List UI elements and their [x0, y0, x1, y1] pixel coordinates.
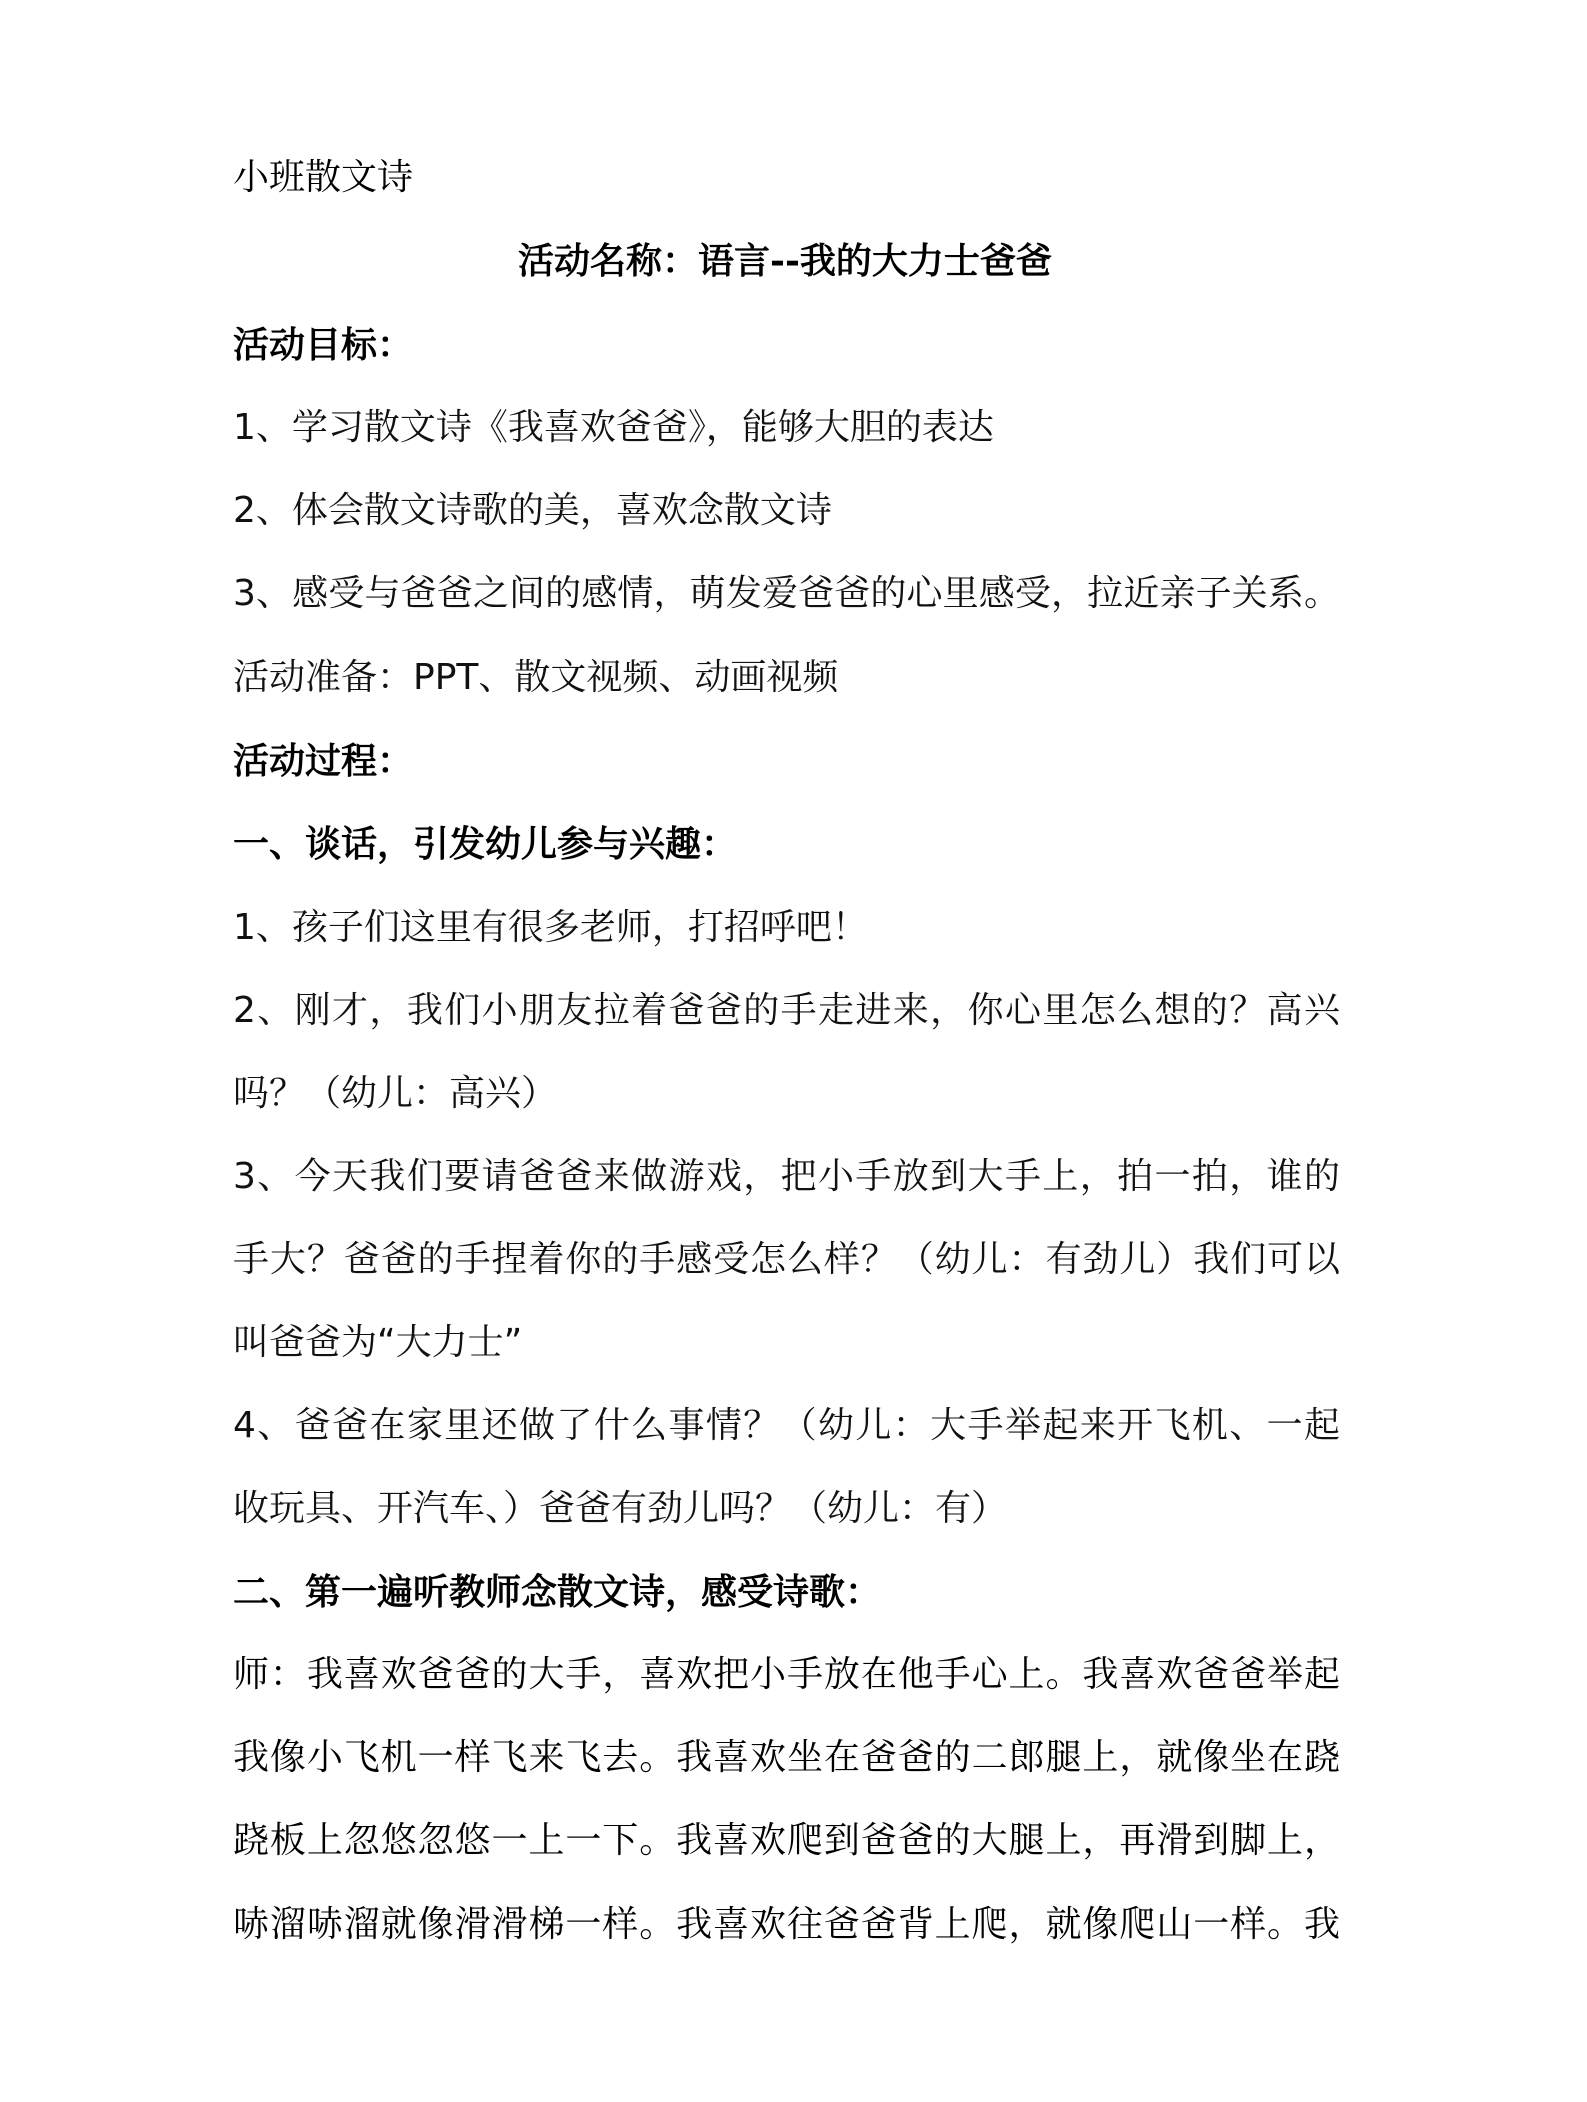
objective-item-2: 2、体会散文诗歌的美，喜欢念散文诗 — [233, 490, 832, 531]
preparation-line: 活动准备：PPT、散文视频、动画视频 — [233, 657, 839, 698]
section1-line: 手大？爸爸的手捏着你的手感受怎么样？（幼儿：有劲儿）我们可以 — [233, 1239, 1340, 1280]
section1-heading: 一、谈话，引发幼儿参与兴趣： — [233, 823, 738, 865]
section1-line: 2、刚才，我们小朋友拉着爸爸的手走进来，你心里怎么想的？高兴 — [233, 990, 1340, 1031]
objectives-heading: 活动目标： — [233, 324, 414, 366]
section2-line: 我像小飞机一样飞来飞去。我喜欢坐在爸爸的二郎腿上，就像坐在跷 — [233, 1737, 1340, 1778]
activity-title: 活动名称：语言--我的大力士爸爸 — [518, 240, 1052, 282]
section1-line: 收玩具、开汽车、）爸爸有劲儿吗？（幼儿：有） — [233, 1488, 1008, 1529]
section2-heading: 二、第一遍听教师念散文诗，感受诗歌： — [233, 1571, 882, 1613]
objective-item-1: 1、学习散文诗《我喜欢爸爸》，能够大胆的表达 — [233, 407, 994, 448]
section1-line: 3、今天我们要请爸爸来做游戏，把小手放到大手上，拍一拍，谁的 — [233, 1156, 1340, 1197]
section1-line: 叫爸爸为“大力士” — [233, 1322, 523, 1363]
section1-line: 1、孩子们这里有很多老师，打招呼吧！ — [233, 907, 868, 948]
section1-line: 吗？（幼儿：高兴） — [233, 1073, 558, 1114]
section2-line: 师：我喜欢爸爸的大手，喜欢把小手放在他手心上。我喜欢爸爸举起 — [233, 1654, 1340, 1695]
document-label: 小班散文诗 — [233, 157, 414, 198]
section2-line: 哧溜哧溜就像滑滑梯一样。我喜欢往爸爸背上爬，就像爬山一样。我 — [233, 1904, 1340, 1945]
section2-line: 跷板上忽悠忽悠一上一下。我喜欢爬到爸爸的大腿上，再滑到脚上， — [233, 1820, 1340, 1861]
objective-item-3: 3、感受与爸爸之间的感情，萌发爱爸爸的心里感受，拉近亲子关系。 — [233, 573, 1340, 614]
section1-line: 4、爸爸在家里还做了什么事情？（幼儿：大手举起来开飞机、一起 — [233, 1405, 1340, 1446]
process-heading: 活动过程： — [233, 740, 414, 782]
